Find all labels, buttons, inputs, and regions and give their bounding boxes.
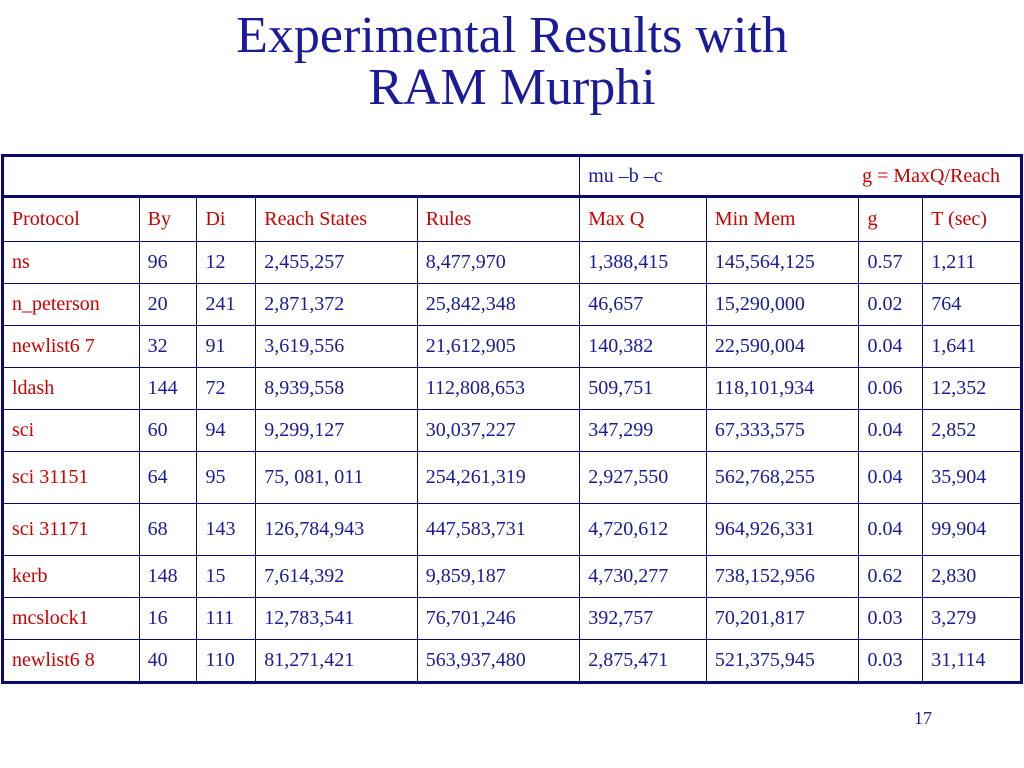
table-cell: 254,261,319 bbox=[417, 452, 579, 504]
protocol-cell: ns bbox=[3, 242, 140, 284]
title-line-2: RAM Murphi bbox=[368, 59, 656, 116]
protocol-cell: sci bbox=[3, 410, 140, 452]
table-cell: 15,290,000 bbox=[706, 284, 859, 326]
table-cell: 110 bbox=[197, 640, 256, 683]
table-cell: 9,859,187 bbox=[417, 556, 579, 598]
table-cell: 32 bbox=[139, 326, 197, 368]
table-cell: 0.62 bbox=[859, 556, 923, 598]
table-cell: 15 bbox=[197, 556, 256, 598]
table-row bbox=[3, 640, 1022, 683]
column-header-g: g bbox=[859, 197, 923, 242]
table-cell: 76,701,246 bbox=[417, 598, 579, 640]
table-cell: 31,114 bbox=[923, 640, 1022, 683]
table-cell: 392,757 bbox=[580, 598, 707, 640]
table-cell: 35,904 bbox=[923, 452, 1022, 504]
table-cell: 145,564,125 bbox=[706, 242, 859, 284]
title-line-1: Experimental Results with bbox=[236, 7, 788, 64]
table-cell: 0.04 bbox=[859, 410, 923, 452]
slide-title bbox=[0, 7, 1024, 116]
table-cell: 2,927,550 bbox=[580, 452, 707, 504]
table-cell: 738,152,956 bbox=[706, 556, 859, 598]
table-cell: 0.04 bbox=[859, 504, 923, 556]
protocol-cell: mcslock1 bbox=[3, 598, 140, 640]
table-cell: 964,926,331 bbox=[706, 504, 859, 556]
table-cell: 509,751 bbox=[580, 368, 707, 410]
table-cell: 46,657 bbox=[580, 284, 707, 326]
protocol-cell: n_peterson bbox=[3, 284, 140, 326]
table-cell: 112,808,653 bbox=[417, 368, 579, 410]
protocol-cell: sci 31171 bbox=[3, 504, 140, 556]
table-cell: 25,842,348 bbox=[417, 284, 579, 326]
table-cell: 7,614,392 bbox=[256, 556, 418, 598]
table-row bbox=[3, 556, 1022, 598]
table-cell: 118,101,934 bbox=[706, 368, 859, 410]
table-cell: 16 bbox=[139, 598, 197, 640]
table-cell: 1,641 bbox=[923, 326, 1022, 368]
table-cell: 8,477,970 bbox=[417, 242, 579, 284]
protocol-cell: newlist6 7 bbox=[3, 326, 140, 368]
table-cell: 0.04 bbox=[859, 452, 923, 504]
table-cell: 94 bbox=[197, 410, 256, 452]
table-cell: 2,871,372 bbox=[256, 284, 418, 326]
table-cell: 0.57 bbox=[859, 242, 923, 284]
command-flags: mu –b –c bbox=[588, 164, 663, 187]
table-cell: 72 bbox=[197, 368, 256, 410]
table-cell: 12,352 bbox=[923, 368, 1022, 410]
table-cell: 0.04 bbox=[859, 326, 923, 368]
table-cell: 99,904 bbox=[923, 504, 1022, 556]
table-cell: 4,720,612 bbox=[580, 504, 707, 556]
table-cell: 2,852 bbox=[923, 410, 1022, 452]
table-cell: 1,211 bbox=[923, 242, 1022, 284]
table-cell: 12 bbox=[197, 242, 256, 284]
column-header-rules: Rules bbox=[417, 197, 579, 242]
table-cell: 3,619,556 bbox=[256, 326, 418, 368]
table-cell: 4,730,277 bbox=[580, 556, 707, 598]
settings-spacer-cell bbox=[3, 156, 580, 197]
table-cell: 9,299,127 bbox=[256, 410, 418, 452]
table-cell: 764 bbox=[923, 284, 1022, 326]
table-row bbox=[3, 326, 1022, 368]
table-row bbox=[3, 242, 1022, 284]
table-cell: 75, 081, 011 bbox=[256, 452, 418, 504]
table-cell: 562,768,255 bbox=[706, 452, 859, 504]
table-cell: 144 bbox=[139, 368, 197, 410]
column-header-protocol: Protocol bbox=[3, 197, 140, 242]
column-header-max-q: Max Q bbox=[580, 197, 707, 242]
table-cell: 563,937,480 bbox=[417, 640, 579, 683]
settings-row bbox=[3, 156, 1022, 197]
table-cell: 64 bbox=[139, 452, 197, 504]
table-cell: 67,333,575 bbox=[706, 410, 859, 452]
table-cell: 21,612,905 bbox=[417, 326, 579, 368]
protocol-cell: ldash bbox=[3, 368, 140, 410]
table-row bbox=[3, 368, 1022, 410]
table-cell: 2,455,257 bbox=[256, 242, 418, 284]
protocol-cell: kerb bbox=[3, 556, 140, 598]
table-row bbox=[3, 284, 1022, 326]
table-cell: 8,939,558 bbox=[256, 368, 418, 410]
column-header-min-mem: Min Mem bbox=[706, 197, 859, 242]
column-header-reach-states: Reach States bbox=[256, 197, 418, 242]
table-cell: 60 bbox=[139, 410, 197, 452]
column-header-row bbox=[3, 197, 1022, 242]
page-number: 17 bbox=[914, 708, 932, 728]
table-cell: 521,375,945 bbox=[706, 640, 859, 683]
table-cell: 1,388,415 bbox=[580, 242, 707, 284]
results-table bbox=[1, 154, 1023, 684]
table-cell: 22,590,004 bbox=[706, 326, 859, 368]
column-header-di: Di bbox=[197, 197, 256, 242]
table-cell: 126,784,943 bbox=[256, 504, 418, 556]
table-cell: 241 bbox=[197, 284, 256, 326]
table-row bbox=[3, 452, 1022, 504]
table-cell: 0.06 bbox=[859, 368, 923, 410]
table-cell: 447,583,731 bbox=[417, 504, 579, 556]
table-cell: 0.03 bbox=[859, 598, 923, 640]
table-cell: 148 bbox=[139, 556, 197, 598]
table-cell: 30,037,227 bbox=[417, 410, 579, 452]
table-cell: 95 bbox=[197, 452, 256, 504]
table-cell: 40 bbox=[139, 640, 197, 683]
table-cell: 0.03 bbox=[859, 640, 923, 683]
settings-cell bbox=[580, 156, 1022, 197]
table-cell: 3,279 bbox=[923, 598, 1022, 640]
table-cell: 140,382 bbox=[580, 326, 707, 368]
table-cell: 96 bbox=[139, 242, 197, 284]
table-row bbox=[3, 504, 1022, 556]
table-cell: 2,875,471 bbox=[580, 640, 707, 683]
table-cell: 12,783,541 bbox=[256, 598, 418, 640]
protocol-cell: newlist6 8 bbox=[3, 640, 140, 683]
table-cell: 143 bbox=[197, 504, 256, 556]
g-formula: g = MaxQ/Reach bbox=[862, 164, 1000, 187]
table-cell: 20 bbox=[139, 284, 197, 326]
table-cell: 111 bbox=[197, 598, 256, 640]
table-cell: 0.02 bbox=[859, 284, 923, 326]
table-cell: 68 bbox=[139, 504, 197, 556]
column-header-by: By bbox=[139, 197, 197, 242]
table-cell: 81,271,421 bbox=[256, 640, 418, 683]
table-cell: 2,830 bbox=[923, 556, 1022, 598]
table-cell: 70,201,817 bbox=[706, 598, 859, 640]
column-header-t-sec: T (sec) bbox=[923, 197, 1022, 242]
table-row bbox=[3, 410, 1022, 452]
protocol-cell: sci 31151 bbox=[3, 452, 140, 504]
table-row bbox=[3, 598, 1022, 640]
table-cell: 91 bbox=[197, 326, 256, 368]
table-cell: 347,299 bbox=[580, 410, 707, 452]
